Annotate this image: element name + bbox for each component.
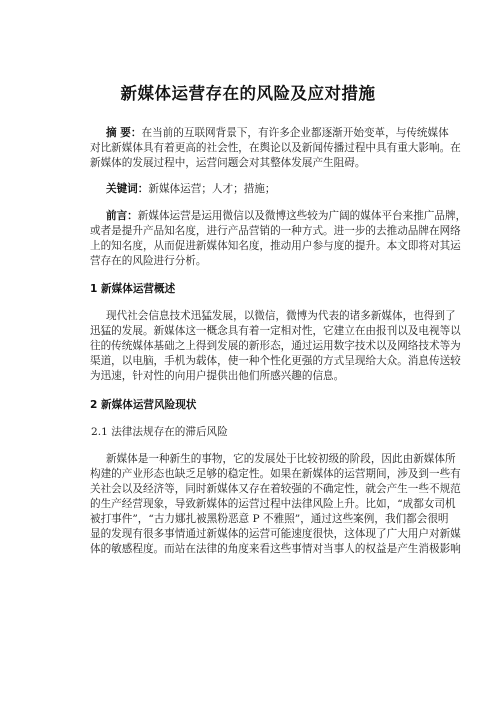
section-2-line-3: 关社会以及经济等，同时新媒体又存在着较强的不确定性，就会产生一些不规范 (90, 483, 461, 495)
section-2-line-6: 显的发现有很多事情通过新媒体的运营可能速度很快，这体现了广大用户对新媒 (90, 528, 461, 540)
section-2-line-5: 被打事件”，“古力娜扎被黑粉恶意 P 不雅照”，通过这些案例，我们都会很明 (90, 513, 449, 525)
preface-label: 前言： (106, 210, 138, 222)
abstract-line-3: 新媒体的发展过程中，运营问题会对其整体发展产生阻碍。 (90, 157, 366, 169)
section-2-heading: 2 新媒体运营风险现状 (90, 399, 197, 411)
abstract-text-1: 在当前的互联网背景下，有许多企业都逐渐开始变革，与传统媒体 (141, 127, 449, 139)
section-2-line-7: 体的敏感程度。而站在法律的角度来看这些事情对当事人的权益是产生消极影响 (90, 543, 461, 555)
preface-text-1: 新媒体运营是运用微信以及微博这些较为广阔的媒体平台来推广品牌， (137, 210, 467, 222)
preface-line-3: 上的知名度，从而促进新媒体知名度，推动用户参与度的提升。本文即将对其运 (90, 240, 461, 252)
keywords-label: 关键词： (106, 183, 149, 195)
section-1-line-3: 往的传统媒体基础之上得到发展的新形态，通过运用数字技术以及网络技术等为 (90, 340, 461, 352)
section-2-line-4: 的生产经营现象，导致新媒体的运营过程中法律风险上升。比如，“成都女司机 (90, 498, 456, 510)
preface-line-4: 营存在的风险进行分析。 (90, 255, 207, 267)
document-title: 新媒体运营存在的风险及应对措施 (120, 84, 376, 103)
section-2-line-2: 构建的产业形态也缺乏足够的稳定性。如果在新媒体的运营期间，涉及到一些有 (90, 468, 461, 480)
preface-line-2: 或者是提升产品知名度，进行产品营销的一种方式。进一步的去推动品牌在网络 (90, 225, 461, 237)
section-1-line-5: 为迅速，针对性的向用户提供出他们所感兴趣的信息。 (90, 370, 345, 382)
section-2-line-1: 新媒体是一种新生的事物，它的发展处于比较初级的阶段，因此由新媒体所 (106, 453, 456, 465)
preface-line-1 (90, 209, 466, 223)
abstract-line-2: 对比新媒体具有着更高的社会性，在舆论以及新闻传播过程中具有重大影响。在 (90, 142, 461, 154)
keywords-line (90, 182, 276, 196)
section-1-heading: 1 新媒体运营概述 (90, 283, 176, 295)
section-2-1-subheading: 2.1 法律法规存在的滞后风险 (91, 426, 228, 438)
abstract-label: 摘 要： (106, 127, 142, 139)
abstract-line-1 (90, 126, 449, 140)
section-1-line-1: 现代社会信息技术迅猛发展，以微信，微博为代表的诸多新媒体，也得到了 (106, 310, 456, 322)
keywords-text: 新媒体运营；人才；措施； (148, 183, 276, 195)
section-1-line-2: 迅猛的发展。新媒体这一概念具有着一定相对性，它建立在由报刊以及电视等以 (90, 325, 461, 337)
section-1-line-4: 渠道，以电脑，手机为载体，使一种个性化更强的方式呈现给大众。消息传送较 (90, 355, 461, 367)
